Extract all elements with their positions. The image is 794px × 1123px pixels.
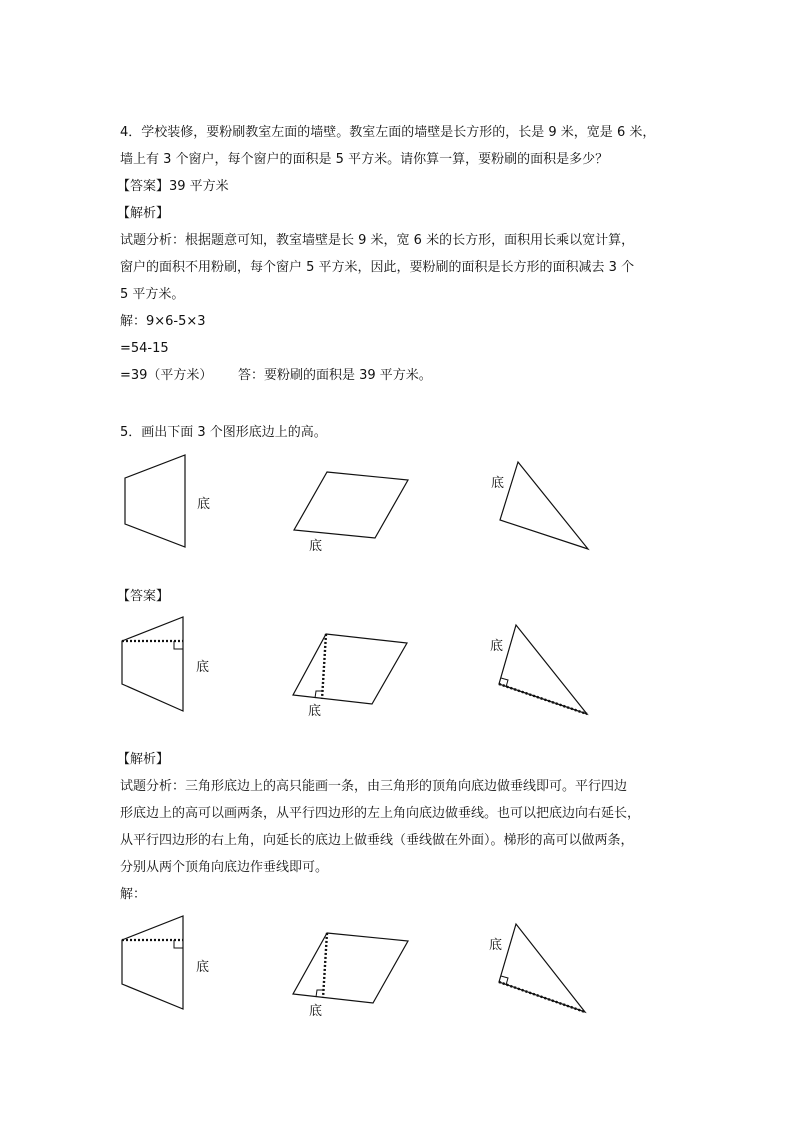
answer-parallelogram-height: [322, 634, 326, 699]
q5-answer-heading: 【答案】: [117, 589, 170, 604]
q4-analysis-heading: 【解析】: [117, 206, 170, 221]
answer-triangle-shape: [499, 625, 587, 714]
q5-analysis-line1: 试题分析：三角形底边上的高只能画一条，由三角形的顶角向底边做垂线即可。平行四边: [120, 779, 628, 794]
triangle-base-label: 底: [491, 476, 505, 491]
q4-final-answer: 答：要粉刷的面积是 39 平方米。: [238, 368, 432, 383]
question-figures: [110, 450, 670, 560]
q5-analysis-heading: 【解析】: [117, 752, 170, 767]
solution-figures: [110, 910, 670, 1020]
q4-calc-line2: =54-15: [120, 341, 169, 356]
q4-calc-line3: =39（平方米）: [120, 368, 213, 383]
parallelogram-shape: [294, 472, 408, 538]
q5-question: 5．画出下面 3 个图形底边上的高。: [120, 425, 327, 440]
answer-trapezoid-right-angle-mark: [174, 641, 183, 649]
answer-figures: [110, 612, 670, 722]
q4-answer: 【答案】39 平方米: [117, 179, 229, 194]
q4-analysis-line2: 窗户的面积不用粉刷，每个窗户 5 平方米，因此，要粉刷的面积是长方形的面积减去 3 个: [120, 260, 635, 275]
answer-trapezoid-base-label: 底: [196, 660, 210, 675]
solution-parallelogram-shape: [293, 933, 408, 1003]
q4-analysis-line3: 5 平方米。: [120, 287, 185, 302]
q5-analysis-line2: 形底边上的高可以画两条，从平行四边形的左上角向底边做垂线。也可以把底边向右延长，: [120, 806, 641, 821]
answer-trapezoid-shape: [122, 617, 183, 711]
solution-trapezoid-right-angle-mark: [174, 940, 183, 948]
q5-solution-label: 解：: [120, 887, 147, 902]
solution-triangle-shape: [499, 924, 585, 1012]
solution-trapezoid-shape: [122, 916, 183, 1009]
solution-parallelogram-height: [323, 933, 327, 998]
answer-triangle-base-label: 底: [490, 639, 504, 654]
q4-question-line1: 4．学校装修，要粉刷教室左面的墙壁。教室左面的墙壁是长方形的，长是 9 米，宽是 6 米，: [120, 125, 656, 140]
trapezoid-base-label: 底: [197, 497, 211, 512]
answer-parallelogram-base-label: 底: [308, 704, 322, 719]
q4-calc-line1: 解：9×6-5×3: [120, 314, 206, 329]
trapezoid-shape: [125, 455, 185, 547]
parallelogram-base-label: 底: [309, 539, 323, 554]
solution-parallelogram-base-label: 底: [309, 1004, 323, 1019]
solution-triangle-height: [499, 982, 585, 1012]
solution-trapezoid-base-label: 底: [196, 960, 210, 975]
q4-analysis-line1: 试题分析：根据题意可知，教室墙壁是长 9 米，宽 6 米的长方形，面积用长乘以宽计算，: [120, 233, 635, 248]
solution-triangle-base-label: 底: [489, 938, 503, 953]
q4-question-line2: 墙上有 3 个窗户，每个窗户的面积是 5 平方米。请你算一算，要粉刷的面积是多少？: [120, 152, 609, 167]
q5-analysis-line4: 分别从两个顶角向底边作垂线即可。: [120, 860, 329, 875]
q5-analysis-line3: 从平行四边形的右上角，向延长的底边上做垂线（垂线做在外面）。梯形的高可以做两条，: [120, 833, 634, 848]
triangle-shape: [500, 462, 588, 549]
answer-parallelogram-shape: [293, 634, 407, 704]
